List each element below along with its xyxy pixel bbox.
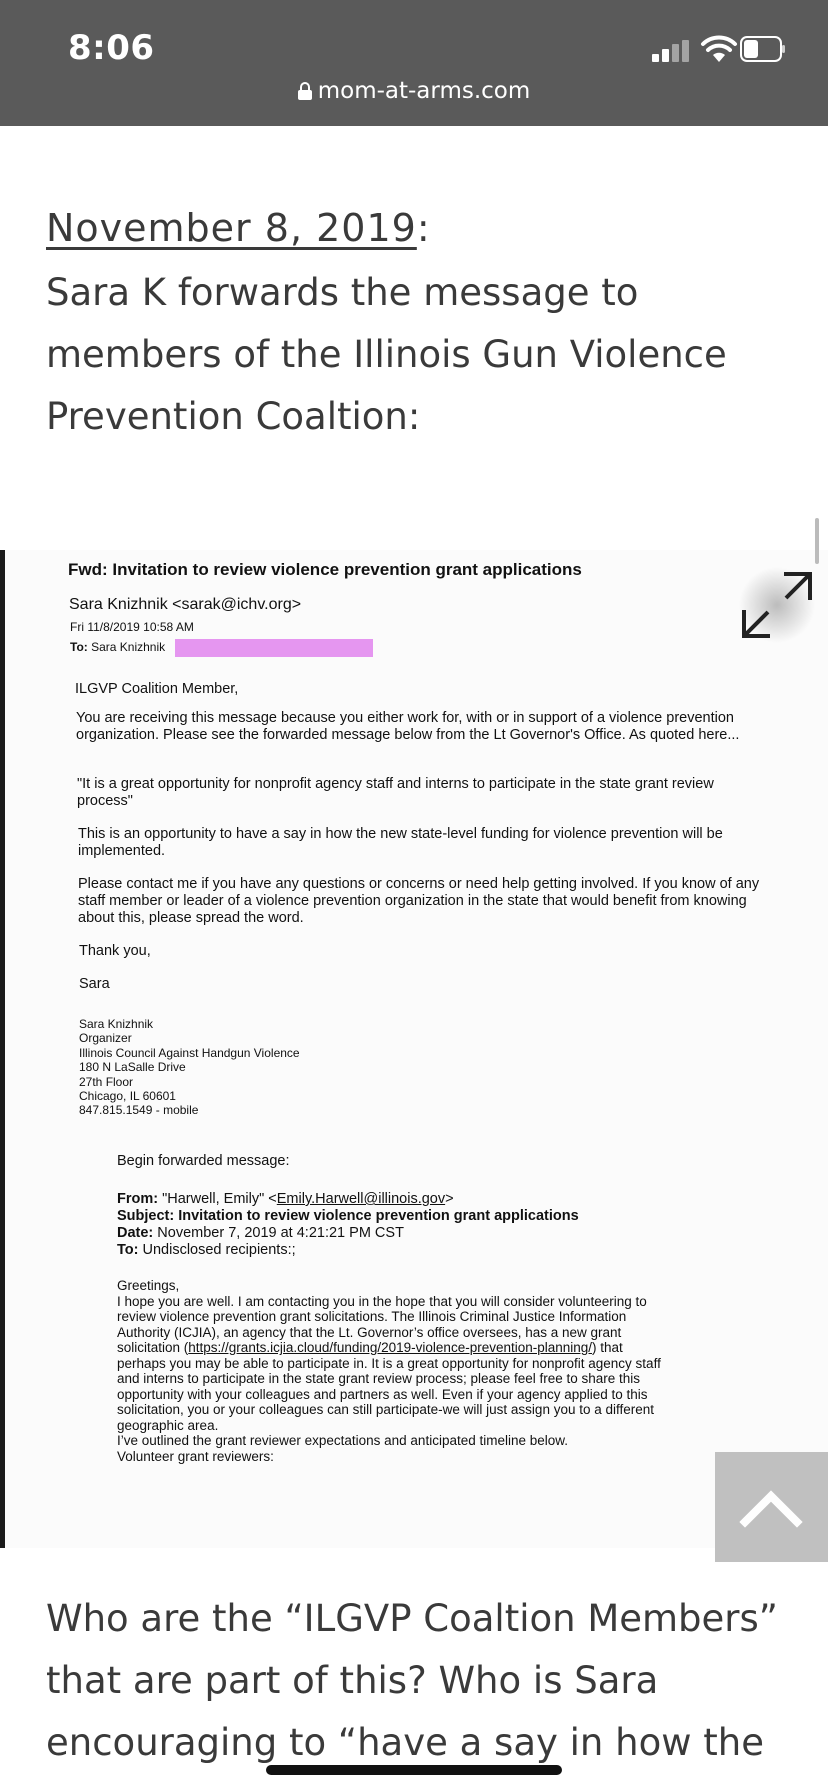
fwd-to-label: To: [117, 1242, 139, 1258]
body-line: perhaps you may be able to participate in. It is a great opportunity for nonprofit agency staff [117, 1355, 661, 1371]
forwarded-to [117, 1242, 727, 1259]
email-thanks: Thank you, [79, 943, 151, 959]
article-intro: Sara K forwards the message to members of the Illinois Gun Violence Prevention Coaltion: [46, 271, 727, 438]
browser-top-bar [0, 0, 828, 126]
battery-icon [740, 36, 786, 62]
solicitation-prefix: solicitation ( [117, 1340, 189, 1355]
article-date-heading [46, 206, 431, 250]
signature-line: Organizer [79, 1031, 132, 1046]
solicitation-suffix: ) that [592, 1340, 623, 1355]
email-signature [79, 1017, 300, 1118]
body-line: I’ve outlined the grant reviewer expectations and anticipated timeline below. [117, 1433, 569, 1448]
signature-line: 180 N LaSalle Drive [79, 1060, 186, 1075]
forwarded-body [117, 1278, 727, 1464]
article-question: Who are the “ILGVP Coaltion Members” that are part of this? Who is Sara encouraging to “have a say in how the [46, 1597, 778, 1764]
email-para-3: This is an opportunity to have a say in how the new state-level funding for violence prevention will be implemented. [78, 826, 723, 859]
fwd-subject-value: Invitation to review violence prevention grant applications [178, 1208, 579, 1224]
body-line: review violence prevention grant solicitations. The Illinois Criminal Justice Information [117, 1309, 627, 1324]
lock-icon [298, 82, 312, 100]
scrollbar-thumb[interactable] [815, 518, 819, 564]
fwd-to-value: Undisclosed recipients:; [142, 1242, 296, 1258]
forwarded-subject [117, 1208, 727, 1225]
fwd-date-label: Date: [117, 1225, 154, 1241]
email-greeting: ILGVP Coalition Member, [75, 681, 239, 697]
email-to [70, 640, 165, 654]
email-para-4: Please contact me if you have any questions or concerns or need help getting involved. If you know of any staff member or leader of a violence prevention organization in the state that would benefit from knowing about this, please spread the word. [78, 876, 760, 926]
email-name: Sara [79, 976, 110, 992]
status-time: 8:06 [68, 28, 155, 68]
address-bar[interactable] [0, 78, 828, 104]
signal-icon [652, 40, 690, 62]
signature-line: Illinois Council Against Handgun Violence [79, 1045, 300, 1060]
chevron-up-icon [715, 1452, 828, 1562]
signature-line: Chicago, IL 60601 [79, 1089, 176, 1104]
email-sent-date: Fri 11/8/2019 10:58 AM [70, 620, 194, 634]
fwd-subject-label: Subject: [117, 1208, 175, 1224]
body-line: and interns to participate in the state grant review process; please feel free to share this [117, 1371, 641, 1386]
signature-line: 27th Floor [79, 1074, 134, 1089]
body-line-solicitation [117, 1340, 727, 1356]
fwd-from-value: "Harwell, Emily" < [162, 1191, 277, 1207]
url-text: mom-at-arms.com [317, 78, 531, 104]
signature-line: 847.815.1549 - mobile [79, 1103, 199, 1118]
body-line: I hope you are well. I am contacting you in the hope that you will consider volunteering to [117, 1293, 647, 1309]
forwarded-header: Begin forwarded message: [117, 1153, 290, 1169]
email-to-name: Sara Knizhnik [91, 640, 166, 654]
fwd-from-label: From: [117, 1191, 159, 1207]
date-suffix: : [416, 206, 431, 250]
fwd-from-close: > [445, 1191, 454, 1207]
signature-line: Sara Knizhnik [79, 1017, 154, 1031]
wifi-icon [700, 34, 738, 64]
expand-icon[interactable] [738, 566, 816, 644]
fwd-date-value: November 7, 2019 at 4:21:21 PM CST [157, 1225, 404, 1241]
back-to-top-button[interactable] [715, 1452, 828, 1562]
forwarded-from [117, 1191, 727, 1208]
body-line: solicitation, you or your colleagues can still participate-we will just assign you to a different [117, 1402, 655, 1417]
home-indicator[interactable] [266, 1765, 562, 1775]
body-line: Authority (ICJIA), an agency that the Lt. Governor’s office oversees, has a new grant [117, 1324, 622, 1340]
date-link[interactable]: November 8, 2019 [46, 206, 417, 250]
body-line: Volunteer grant reviewers: [117, 1448, 274, 1464]
email-from: Sara Knizhnik <sarak@ichv.org> [69, 596, 302, 613]
email-screenshot[interactable] [0, 550, 828, 1548]
email-subject: Fwd: Invitation to review violence prevention grant applications [68, 560, 582, 579]
email-to-label: To: [70, 640, 88, 654]
solicitation-link[interactable]: https://grants.icjia.cloud/funding/2019-violence-prevention-planning/ [188, 1340, 593, 1355]
body-line: opportunity with your colleagues and partners as well. Even if your agency applied to this [117, 1386, 648, 1402]
body-line: geographic area. [117, 1417, 219, 1433]
email-para-1: You are receiving this message because you either work for, with or in support of a violence prevention organization. Please see the forwarded message below from the Lt Governor's Office. As quoted here... [76, 710, 740, 743]
forwarded-date [117, 1225, 727, 1242]
body-line: Greetings, [117, 1278, 180, 1293]
email-para-2: "It is a great opportunity for nonprofit agency staff and interns to participate in the state grant review process" [77, 776, 714, 809]
redaction-bar [175, 639, 373, 657]
fwd-from-email[interactable]: Emily.Harwell@illinois.gov [276, 1191, 446, 1207]
